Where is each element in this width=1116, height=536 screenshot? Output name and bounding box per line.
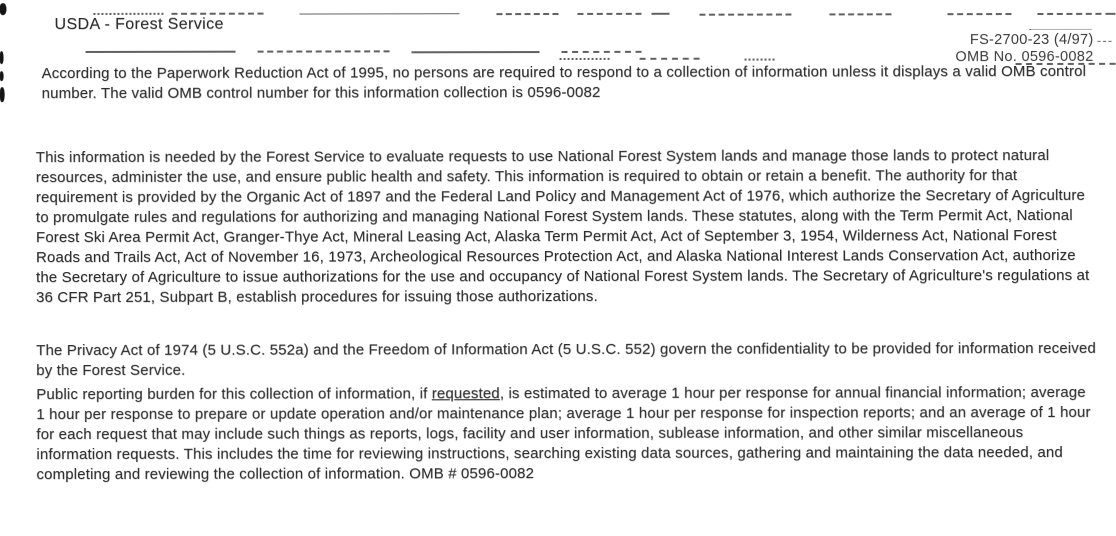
scan-artifact-blob — [0, 3, 6, 15]
scan-artifact-line — [651, 13, 669, 15]
scan-artifact-line — [640, 58, 700, 60]
agency-title: USDA - Forest Service — [54, 15, 224, 34]
scan-artifact-line — [299, 13, 459, 14]
scan-artifact-line — [1105, 13, 1115, 15]
privacy-act-paragraph: The Privacy Act of 1974 (5 U.S.C. 552a) and the Freedom of Information Act (5 U.S.C. 552) govern the confidentiality to be provided for information received by the Forest Service. — [36, 339, 1096, 380]
scan-artifact-line — [86, 51, 236, 53]
notices-block — [36, 339, 1096, 485]
omb-number: OMB No. 0596-0082 — [955, 48, 1094, 66]
burden-text-underlined: requested — [431, 385, 500, 403]
scan-artifact-line — [496, 13, 558, 15]
scan-artifact-line — [745, 59, 775, 61]
info-needed-paragraph: This information is needed by the Forest Service to evaluate requests to use National Forest System lands and manage those lands to protect natural resources, administer the use, and ensure public health and safety. This information is required to obtain or retain a benefit. The authority for that requirement is provided by the Organic Act of 1897 and the Federal Land Policy and Management Act of 1976, which authorize the Secretary of Agriculture to promulgate rules and regulations for authorizing and managing National Forest System lands. These statutes, along with the Term Permit Act, National Forest Ski Area Permit Act, Granger-Thye Act, Mineral Leasing Act, Alaska Term Permit Act, Act of September 3, 1954, Wilderness Act, National Forest Roads and Trails Act, Act of November 16, 1973, Archeological Resources Protection Act, and Alaska National Interest Lands Conservation Act, authorize the Secretary of Agriculture to issue authorizations for the use and occupancy of National Forest System lands. The Secretary of Agriculture's regulations at 36 CFR Part 251, Subpart B, establish procedures for issuing those authorizations. — [35, 146, 1090, 307]
reporting-burden-paragraph — [36, 383, 1096, 485]
scan-artifact-blob — [0, 51, 4, 64]
scan-artifact-line — [829, 13, 891, 15]
scan-artifact-line — [947, 13, 1011, 15]
scan-artifact-line — [412, 51, 540, 53]
scan-artifact-blob — [0, 71, 4, 81]
scan-artifact-line — [1037, 13, 1101, 15]
scan-artifact-blob — [0, 87, 5, 102]
form-number: FS-2700-23 (4/97) — [969, 31, 1094, 49]
scan-artifact-line — [577, 13, 641, 15]
paperwork-notice-paragraph: According to the Paperwork Reduction Act of 1995, no persons are required to respond to a collection of information unless it displays a valid OMB control number. The valid OMB control number for this information collection is 0596-0082 — [41, 62, 1087, 103]
scan-artifact-line — [258, 50, 390, 52]
scan-artifact-line — [1098, 41, 1112, 42]
scan-artifact-line — [560, 58, 610, 60]
burden-text-before: Public reporting burden for this collection of information, if — [36, 385, 432, 404]
burden-text-after: , is estimated to average 1 hour per response for annual financial information; average 1 hour per response to prepare or update operation and/or maintenance plan; average 1 hour per response for inspection reports; and an average of 1 hour for each request that may include such things as reports, logs, facility and user information, sublease information, and other similar miscellaneous information requests. This includes the time for reviewing instructions, searching existing data sources, gathering and maintaining the data needed, and completing and reviewing the collection of information. OMB # 0596-0082 — [36, 383, 1091, 484]
scan-artifact-line — [562, 51, 642, 53]
scan-artifact-line — [699, 14, 791, 16]
scan-artifact-line — [1030, 29, 1092, 30]
